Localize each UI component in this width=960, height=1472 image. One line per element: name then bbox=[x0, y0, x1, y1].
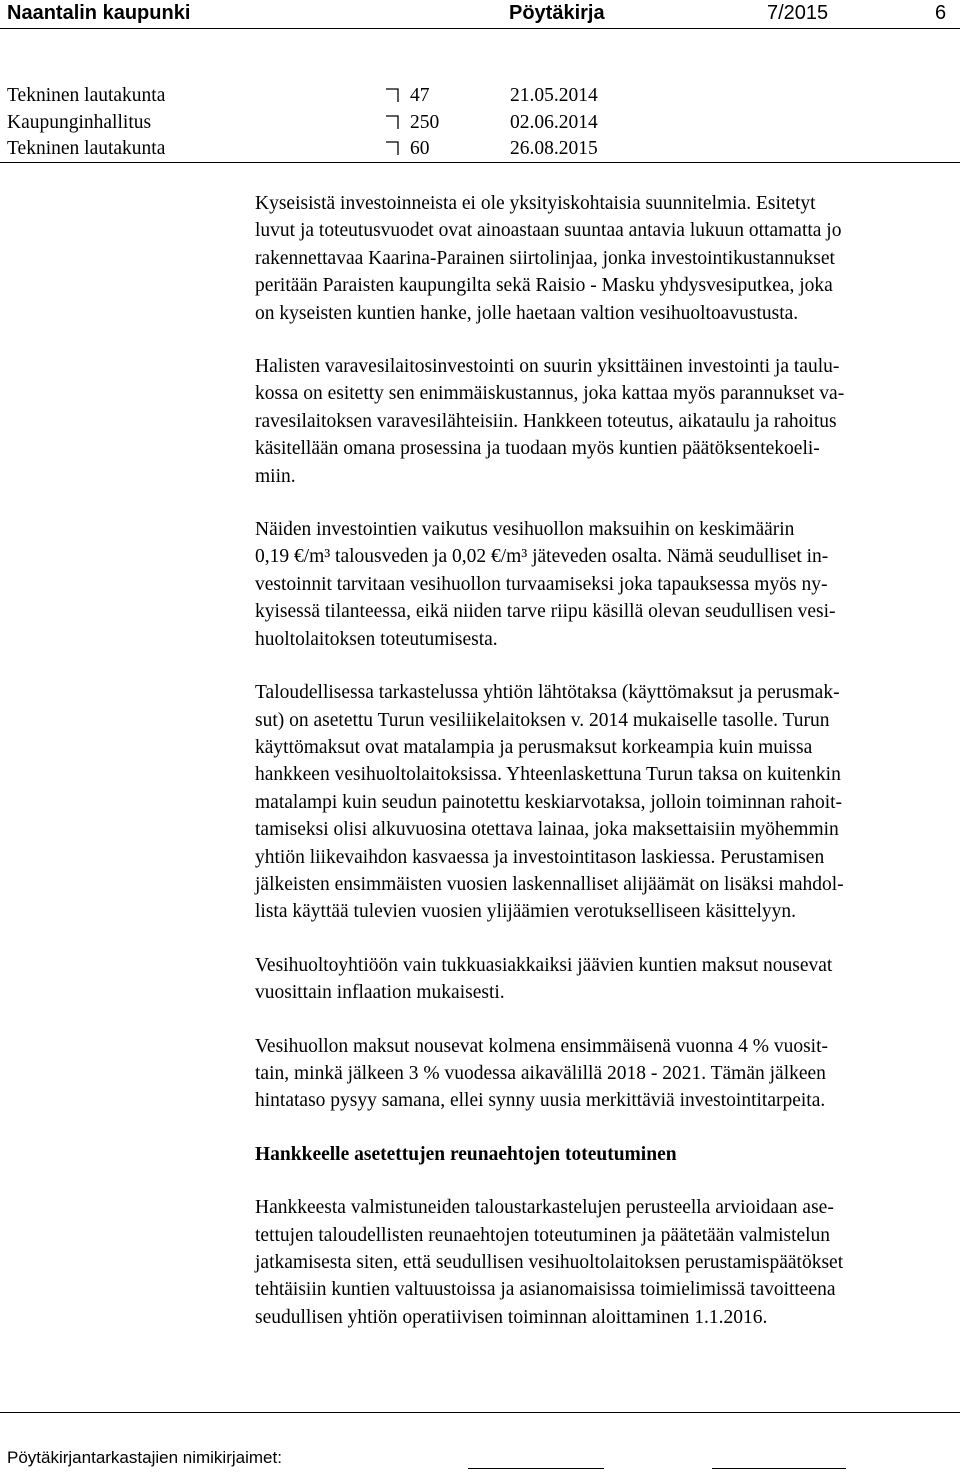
history-row bbox=[7, 83, 707, 110]
text-line: sut) on asetettu Turun vesiliikelaitoksen v. 2014 mukaiselle tasolle. Turun bbox=[255, 709, 830, 731]
history-divider bbox=[0, 162, 960, 163]
text-line: Hankkeesta valmistuneiden taloustarkastelujen perusteella arvioidaan ase- bbox=[255, 1197, 834, 1219]
text-line: Vesihuoltoyhtiöön vain tukkuasiakkaiksi jäävien kuntien maksut nousevat bbox=[255, 954, 833, 976]
history-body: Kaupunginhallitus bbox=[7, 111, 152, 133]
text-line: tettujen taloudellisten reunaehtojen toteutuminen ja päätetään valmistelun bbox=[255, 1224, 831, 1246]
section-sign-icon bbox=[385, 141, 399, 156]
text-line: kossa on esitetty sen enimmäiskustannus, joka kattaa myös parannukset va- bbox=[255, 383, 845, 405]
text-line: käyttömaksut ovat matalampia ja perusmaksut korkeampia kuin muissa bbox=[255, 736, 813, 758]
text-line: ravesilaitoksen varavesilähteisiin. Hankkeen toteutus, aikataulu ja rahoitus bbox=[255, 410, 837, 432]
text-line: rakennettavaa Kaarina-Parainen siirtolinjaa, jonka investointikustannukset bbox=[255, 247, 835, 269]
text-line: hankkeen vesihuoltolaitoksissa. Yhteenlaskettuna Turun taksa on kuitenkin bbox=[255, 764, 841, 786]
history-date: 26.08.2015 bbox=[510, 138, 598, 159]
history-body: Tekninen lautakunta bbox=[7, 85, 166, 106]
history-date: 21.05.2014 bbox=[510, 85, 598, 106]
document-body bbox=[255, 190, 950, 1331]
text-line: luvut ja toteutusvuodet ovat ainoastaan suuntaa antavia lukuun ottamatta jo bbox=[255, 220, 842, 242]
text-line: Kyseisistä investoinneista ei ole yksityiskohtaisia suunnitelmia. Esitetyt bbox=[255, 193, 816, 214]
text-line: jatkamisesta siten, että seudullisen vesihuoltolaitoksen perustamispäätökset bbox=[255, 1252, 844, 1273]
footer-divider bbox=[0, 1412, 960, 1413]
paragraph bbox=[255, 679, 950, 926]
text-line: peritään Paraisten kaupungilta sekä Raisio - Masku yhdysvesiputkea, joka bbox=[255, 275, 833, 297]
paragraph bbox=[255, 190, 950, 327]
text-line: jälkeisten ensimmäisten vuosien laskennalliset alijäämät on lisäksi mahdol- bbox=[255, 873, 844, 895]
history-body: Tekninen lautakunta bbox=[7, 138, 166, 159]
text-line: käsitellään omana prosessina ja tuodaan myös kuntien päätöksentekoeli- bbox=[255, 438, 820, 460]
text-line: hintataso pysyy samana, ellei synny uusia merkittäviä investointitarpeita. bbox=[255, 1090, 826, 1112]
text-line: vuosittain inflaation mukaisesti. bbox=[255, 982, 505, 1004]
history-section: 60 bbox=[410, 138, 430, 159]
history-section: 47 bbox=[410, 85, 430, 106]
history-row bbox=[7, 136, 707, 163]
paragraph bbox=[255, 1194, 950, 1331]
paragraph bbox=[255, 516, 950, 653]
organization-name: Naantalin kaupunki bbox=[7, 2, 191, 24]
text-line: seudullisen yhtiön operatiivisen toiminnan aloittaminen 1.1.2016. bbox=[255, 1306, 768, 1328]
text-line: matalampi kuin seudun painotettu keskiarvotaksa, jolloin toiminnan rahoit- bbox=[255, 791, 843, 813]
paragraph bbox=[255, 952, 950, 1007]
text-line: yhtiön liikevaihdon kasvaessa ja investointitason laskiessa. Perustamisen bbox=[255, 846, 825, 868]
paragraph bbox=[255, 353, 950, 490]
text-line: kyisessä tilanteessa, eikä niiden tarve riipu käsillä olevan seudullisen vesi- bbox=[255, 601, 836, 623]
text-line: huoltolaitoksen toteutumisesta. bbox=[255, 628, 498, 650]
handling-history bbox=[7, 83, 707, 163]
document-number: 7/2015 bbox=[767, 2, 829, 24]
signature-line bbox=[468, 1468, 604, 1469]
text-line: Vesihuollon maksut nousevat kolmena ensimmäisenä vuonna 4 % vuosit- bbox=[255, 1035, 828, 1057]
text-line: Taloudellisessa tarkastelussa yhtiön lähtötaksa (käyttömaksut ja perusmak- bbox=[255, 682, 840, 704]
paragraph bbox=[255, 1033, 950, 1115]
history-date: 02.06.2014 bbox=[510, 111, 598, 133]
text-line: tain, minkä jälkeen 3 % vuodessa aikavälillä 2018 - 2021. Tämän jälkeen bbox=[255, 1062, 826, 1084]
text-line: on kyseisten kuntien hanke, jolle haetaan valtion vesihuoltoavustusta. bbox=[255, 302, 799, 324]
history-section: 250 bbox=[410, 111, 440, 133]
text-line: Halisten varavesilaitosinvestointi on suurin yksittäinen investointi ja taulu- bbox=[255, 356, 840, 378]
text-line: vestoinnit tarvitaan vesihuollon turvaamiseksi joka tapauksessa myös ny- bbox=[255, 573, 828, 595]
text-line: 0,19 €/m³ talousveden ja 0,02 €/m³ jäteveden osalta. Nämä seudulliset in- bbox=[255, 546, 829, 568]
section-sign-icon bbox=[385, 115, 399, 130]
document-title: Pöytäkirja bbox=[509, 2, 605, 24]
page-header bbox=[7, 0, 957, 28]
section-sign-icon bbox=[385, 88, 399, 103]
header-divider bbox=[0, 28, 960, 29]
text-line: tehtäisiin kuntien valtuustoissa ja asianomaisissa toimielimissä tavoitteena bbox=[255, 1279, 836, 1301]
text-line: Näiden investointien vaikutus vesihuollon maksuihin on keskimäärin bbox=[255, 519, 795, 541]
signature-line bbox=[712, 1468, 846, 1469]
text-line: lista käyttää tulevien vuosien ylijäämien verotukselliseen käsittelyyn. bbox=[255, 901, 796, 923]
history-row bbox=[7, 110, 707, 137]
signature-label: Pöytäkirjantarkastajien nimikirjaimet: bbox=[7, 1448, 282, 1467]
section-heading: Hankkeelle asetettujen reunaehtojen toteutuminen bbox=[255, 1143, 677, 1165]
page-number: 6 bbox=[935, 2, 947, 24]
text-line: miin. bbox=[255, 465, 296, 487]
text-line: tamiseksi olisi alkuvuosina otettava lainaa, joka maksettaisiin myöhemmin bbox=[255, 819, 839, 841]
